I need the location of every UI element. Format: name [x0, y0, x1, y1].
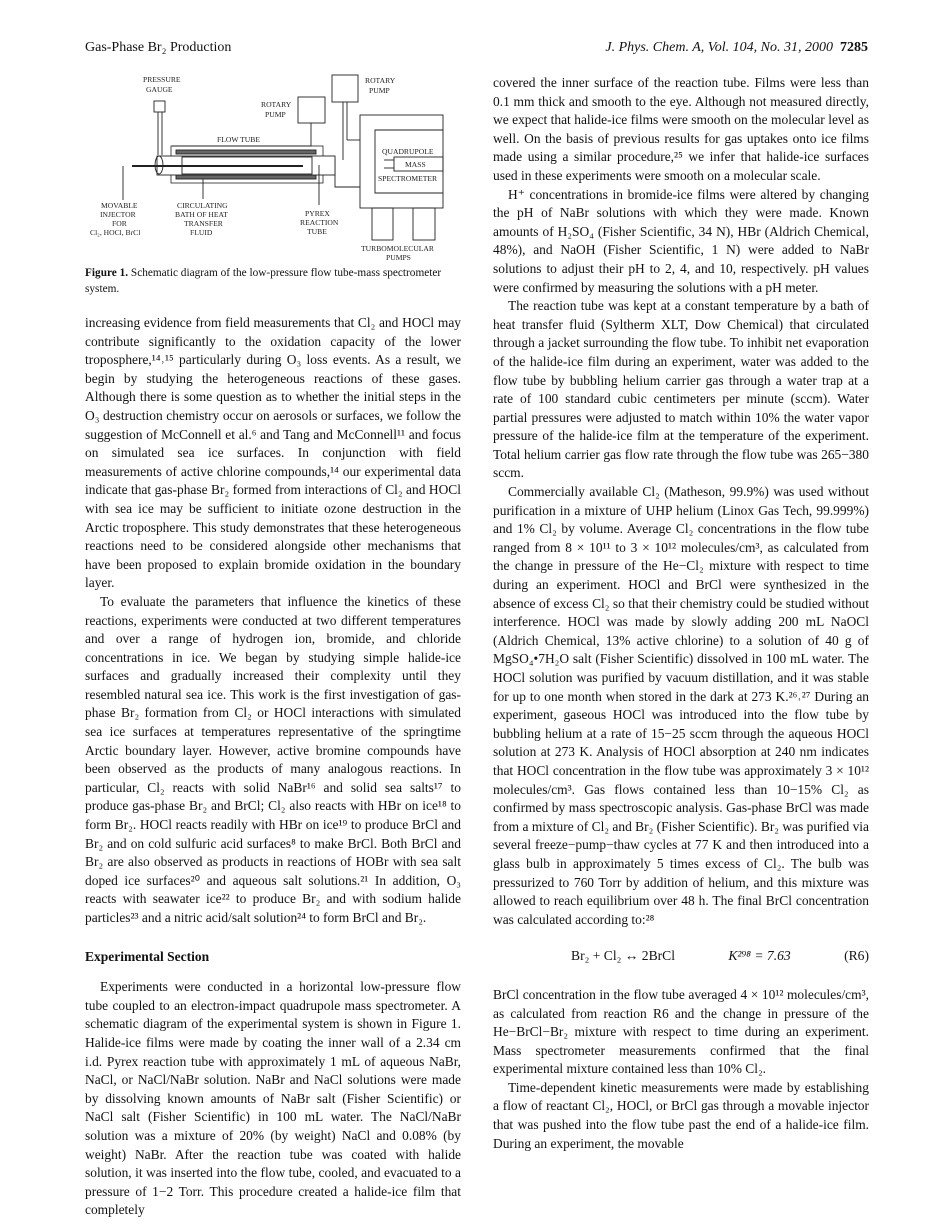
- label-rotary-2: ROTARY: [365, 76, 396, 85]
- equation-constant: K²⁹⁸ = 7.63: [728, 948, 791, 964]
- paragraph: Time-dependent kinetic measurements were made by establishing a flow of reactant Cl₂, HOCl, or BrCl gas through a movable injector that was pushed into the flow tube past the end of a halide-ice film. During an experiment, the movable: [493, 1079, 869, 1151]
- running-header-journal: [605, 40, 868, 56]
- label-injector-4: Cl₂, HOCl, BrCl: [90, 228, 141, 237]
- label-pressure: PRESSURE: [143, 75, 181, 84]
- label-pyrex-1: PYREX: [305, 209, 330, 218]
- figure-caption: [85, 266, 461, 297]
- label-pyrex-2: REACTION: [300, 218, 339, 227]
- paragraph: The reaction tube was kept at a constant temperature by a bath of heat transfer fluid (Syltherm XLT, Dow Chemical) that circulated through a jacket surrounding the flow tube. To inhibit net evaporation of the halide-ice film during an experiment, water was added to the flow tube by bubbling helium carrier gas through a water trap at a rate of 100 standard cubic centimeters per minute (sccm). Water partial pressures were adjusted to match within 10% the water vapor pressure of the halide-ice film at the temperature of the experiment. Total helium carrier gas flow rate through the flow tube was 265−380 sccm.: [493, 298, 869, 481]
- caption-text: Schematic diagram of the low-pressure flow tube-mass spectrometer system.: [85, 267, 442, 295]
- label-injector-2: INJECTOR: [100, 210, 136, 219]
- label-bath-1: CIRCULATING: [177, 201, 228, 210]
- label-rotary: ROTARY: [261, 100, 292, 109]
- label-injector-3: FOR: [112, 219, 127, 228]
- label-quadrupole: QUADRUPOLE: [382, 147, 434, 156]
- paragraph: BrCl concentration in the flow tube averaged 4 × 10¹² molecules/cm³, as calculated from reaction R6 and the change in pressure of the He−BrCl−Br₂ mixture with respect to time during an experiment. Mass spectrometer measurements confirmed that the final experimental mixture contained less than 10% Cl₂.: [493, 986, 869, 1077]
- label-pump-2: PUMP: [369, 86, 390, 95]
- equation-label: (R6): [844, 948, 869, 964]
- page-number: 7285: [840, 40, 868, 55]
- running-header-title: Gas-Phase Br₂ Production: [85, 40, 232, 55]
- journal-citation: J. Phys. Chem. A, Vol. 104, No. 31, 2000: [605, 40, 833, 55]
- label-mass: MASS: [405, 160, 426, 169]
- label-turbo-2: PUMPS: [386, 253, 411, 262]
- figure-1-schematic: [85, 60, 461, 265]
- left-column: [85, 314, 461, 1220]
- paragraph: Commercially available Cl₂ (Matheson, 99.9%) was used without purification in a mixture of UHP helium (Linox Gas Tech, 99.999%) and 1% Cl₂ by volume. Average Cl₂ concentrations in the flow tube ranged from 8 × 10¹¹ to 3 × 10¹² molecules/cm³, as calculated from the change in pressure of the He−Cl₂ mixture with respect to time during an experiment. HOCl and BrCl were synthesized in the absence of excess Cl₂ so that their chemistry could be studied without interference. HOCl was made by slowly adding 200 mL NaOCl (Aldrich Chemical, 13% active chlorine) to a solution of 40 g of MgSO₄•7H₂O salt (Fisher Scientific) dissolved in 100 mL water. The HOCl solution was purified by vacuum distillation, and it was stable for up to one month when stored in the dark at 273 K.²⁶˒²⁷ During an experiment, gaseous HOCl was introduced into the flow tube by bubbling helium at a rate of 15−25 sccm through the aqueous HOCl solution at 273 K. Analysis of HOCl absorption at 240 nm indicates that HOCl concentration in the flow tube was approximately 3 × 10¹² molecules/cm³. Gas flows contained less than 10−15% Cl₂ as confirmed by mass spectroscopic analysis. Gas-phase BrCl was made from a mixture of Cl₂ and Br₂ (Fisher Scientific). Br₂ was purified via several freeze−pump−thaw cycles at 77 K and then introduced into a glass bulb in approximately 5 times excess of Cl₂. The bulb was pressurized to 760 Torr by addition of helium, and this mixture was allowed to reach equilibrium over 48 h. The final BrCl concentration was calculated according to:²⁸: [493, 484, 869, 927]
- caption-label: Figure 1.: [85, 267, 129, 279]
- paragraph: Experiments were conducted in a horizontal low-pressure flow tube coupled to an electron-impact quadrupole mass spectrometer. A schematic diagram of the experimental system is shown in Figure 1. Halide-ice films were made by coating the inner wall of a 2.34 cm i.d. Pyrex reaction tube with approximately 1 mL of aqueous NaBr, NaCl, or NaCl/NaBr solution. NaBr and NaCl solutions were made by dissolving known amounts of NaBr salt (Fisher Scientific) or NaCl salt (Fisher Scientific) in 100 mL water. The NaCl/NaBr solution was a mixture of 20% (by weight) NaCl and 0.08% (by weight) NaBr. After the reaction tube was coated with halide solution, it was inserted into the flow tube, cooled, and evacuated to a pressure of 1−2 Torr. This procedure created a halide-ice film that completely: [85, 979, 461, 1218]
- paragraph: H⁺ concentrations in bromide-ice films were altered by changing the pH of NaBr solutions with which they were made. Known amounts of H₂SO₄ (Fisher Scientific, 34 N), HBr (Aldrich Chemical, 48%), and NaOH (Fisher Scientific, 1 N) were added to NaBr solutions to adjust their pH to 2, 4, and 10, respectively. pH values were confirmed by measuring the solutions with a pH meter.: [493, 186, 869, 295]
- label-pyrex-3: TUBE: [307, 227, 327, 236]
- label-turbo-1: TURBOMOLECULAR: [361, 244, 434, 253]
- label-bath-3: TRANSFER: [184, 219, 223, 228]
- paragraph: To evaluate the parameters that influence the kinetics of these reactions, experiments were conducted at two different temperatures and over a range of hydrogen ion, bromide, and chloride concentrations in ice. We began by studying simple halide-ice surfaces and gradually increased their complexity until they resembled natural sea ice. This work is the first investigation of gas-phase Br₂ formation from Cl₂ or HOCl interactions with simulated sea ice surfaces at temperatures representative of the springtime Arctic boundary layer. However, active bromine compounds have been observed as the products of many analogous reactions. In particular, Cl₂ reacts with solid NaBr¹⁶ and solid sea salts¹⁷ to produce gas-phase Br₂ and BrCl; Cl₂ also reacts with HBr on ice¹⁸ to form Br₂. HOCl reacts readily with HBr on ice¹⁹ to produce BrCl and Br₂ and on cold sulfuric acid surfaces⁸ to make BrCl. Both BrCl and Br₂ are also observed as products in reactions of HOBr with sea salt doped ice surfaces²⁰ and aqueous salt solutions.²¹ In addition, O₃ reacts with seawater ice²² to produce Br₂ and with sodium halide particles²³ and a nitric acid/salt solution²⁴ to form BrCl and Br₂.: [85, 593, 461, 925]
- right-column: [493, 74, 869, 1153]
- paragraph: covered the inner surface of the reaction tube. Films were less than 0.1 mm thick and smooth to the eye. Although not measured directly, we expect that halide-ice films were smooth on the molecular level as well. On the basis of previous results for gas uptakes onto ice films made using a similar procedure,²⁵ we infer that halide-ice surfaces used in these experiments were smooth on a molecular scale.: [493, 75, 869, 183]
- paragraph: increasing evidence from field measurements that Cl₂ and HOCl may contribute significantly to the oxidation capacity of the lower troposphere,¹⁴˒¹⁵ particularly during O₃ loss events. As a result, we begin by studying the heterogeneous reactions of these gases. Although there is some question as to whether the initial steps in the O₃ destruction chemistry occur on aerosols or surfaces, we follow the suggestion of McConnell et al.⁶ and Tang and McConnell¹¹ and focus on simulated sea ice surfaces. In conjunction with field measurements of active chlorine compounds,¹⁴ our experimental data indicate that gas-phase Br₂ formed from interactions of Cl₂ and HOCl with sea ice may be sufficient to initiate ozone destruction in the Arctic troposphere. This study demonstrates that these heterogeneous reactions need to be considered alongside other mechanisms that have been proposed to explain bromide oxidation in the boundary layer.: [85, 315, 461, 591]
- label-bath-4: FLUID: [190, 228, 213, 237]
- label-gauge: GAUGE: [146, 85, 173, 94]
- label-pump: PUMP: [265, 110, 286, 119]
- label-bath-2: BATH OF HEAT: [175, 210, 228, 219]
- equation-reaction: Br₂ + Cl₂ ↔ 2BrCl: [571, 948, 676, 964]
- label-injector-1: MOVABLE: [101, 201, 138, 210]
- equation-r6: [493, 947, 869, 966]
- section-heading: Experimental Section: [85, 948, 210, 964]
- label-spectrometer: SPECTROMETER: [378, 174, 438, 183]
- label-flow-tube: FLOW TUBE: [217, 135, 260, 144]
